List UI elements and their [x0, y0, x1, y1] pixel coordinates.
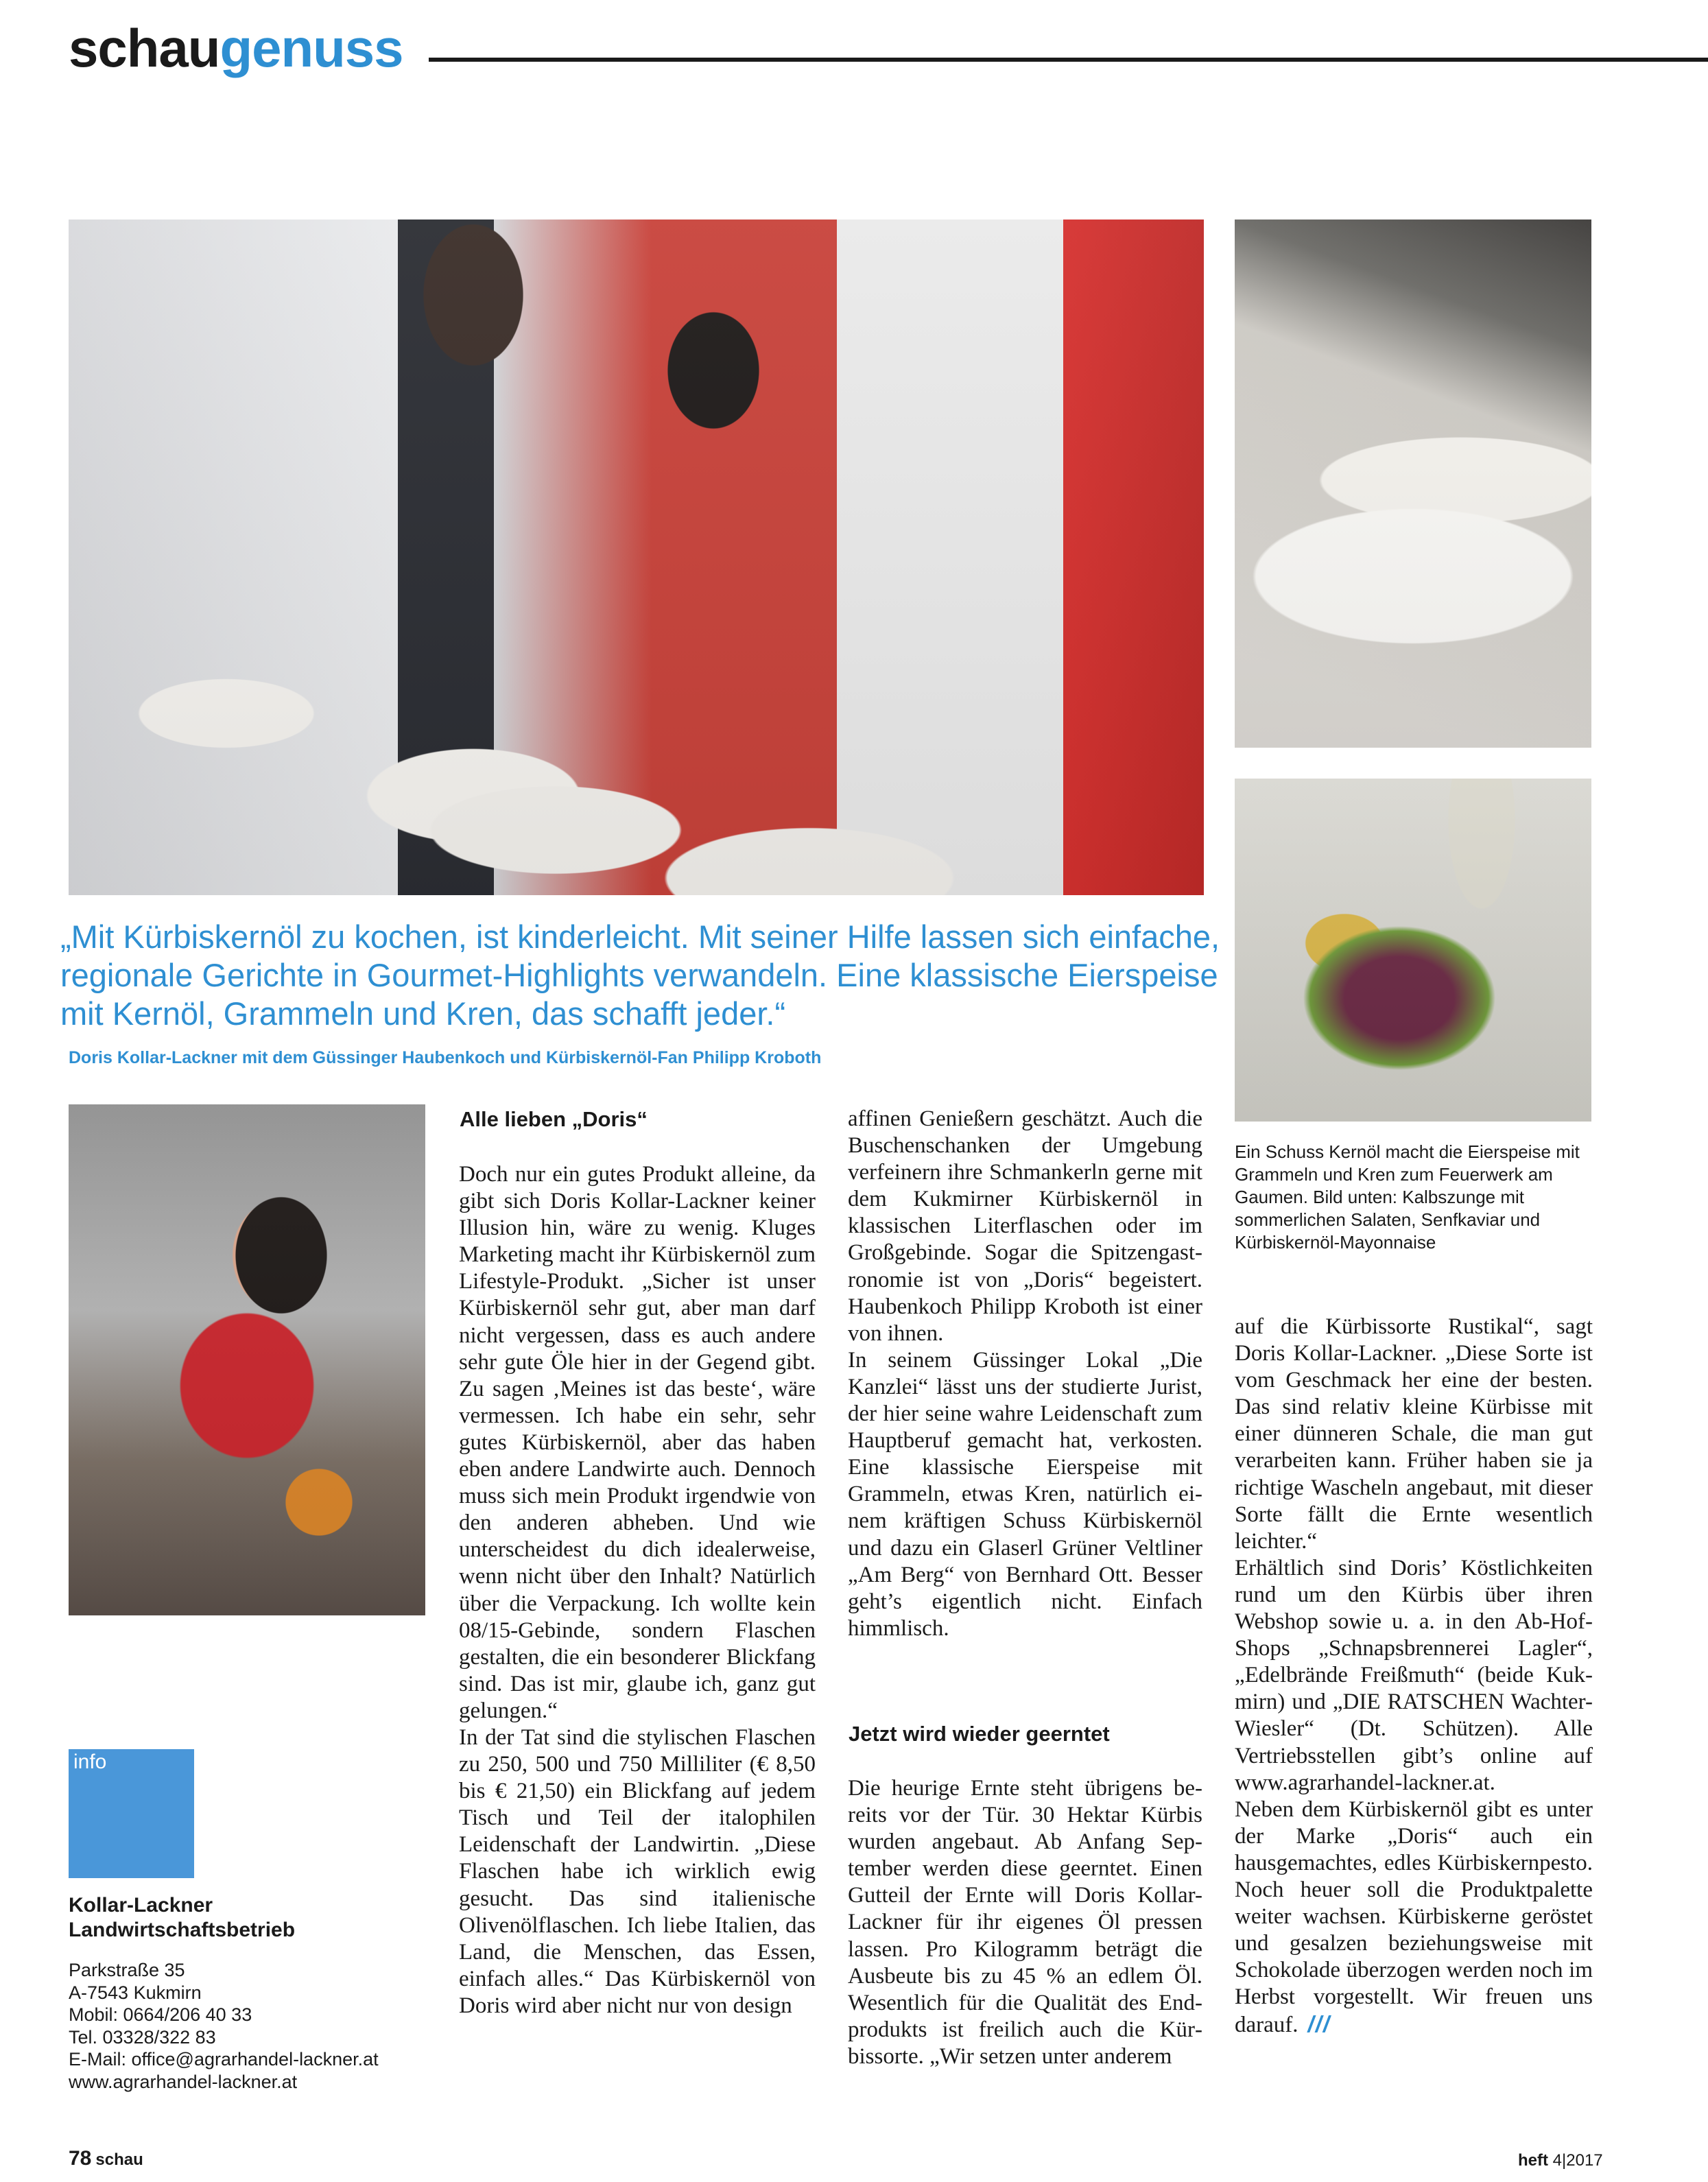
pull-quote: „Mit Kürbiskernöl zu kochen, ist kinderleicht. Mit seiner Hilfe lassen sich einfache, regionale Gerichte in Gourmet-Highlights verwandeln. Eine klassische Eierspeise mit Kernöl, Grammeln und Kren, das schafft jeder.“ — [60, 918, 1220, 1032]
footer-page-info — [69, 2147, 143, 2170]
portrait-photo — [69, 1104, 425, 1615]
section-title-part2: genuss — [220, 18, 403, 78]
closing-text: Neben dem Kürbiskernöl gibt es unter der Marke „Doris“ auch ein hausgemachtes, edles Kürbiskernpesto. Noch heuer soll die Produktpalette weiter wachsen. Kürbiskerne geröstet und gesalzen beziehungsweise mit Schokolade überzogen werden noch im Herbst vorgestellt. Wir freuen uns darauf. — [1235, 1796, 1593, 2038]
article-paragraph: auf die Kürbissorte Rustikal“, sagt Doris Kollar-Lackner. „Diese Sorte ist vom Geschmack her eine der besten. Das sind relativ kleine Kürbisse mit einer dünneren Schale, die man gut verarbeiten kann. Früher haben sie ja richtige Wascheln angebaut, mit dieser Sorte fällt die Ernte wesentlich leichter.“ — [1235, 1314, 1593, 1554]
photo-shade — [1235, 220, 1591, 748]
article-paragraph: In der Tat sind die stylischen Flaschen zu 250, 500 und 750 Milliliter (€ 8,50 bis € 21,50) ein Blickfang auf jedem Tisch und Teil der italophilen Leidenschaft der Landwirtin. „Diese Flaschen habe ich wirklich ewig gesucht. Das sind italienische Olivenölflaschen. Ich liebe Italien, das Land, die Menschen, das Essen, einfach alles.“ Das Kürbiskernöl von Doris wird aber nicht nur von design — [459, 1724, 816, 2018]
article-paragraph: Doch nur ein gutes Produkt alleine, da gibt sich Doris Kollar-Lackner keiner Illusion hin, wäre zu wenig. Kluges Marketing macht ihr Kürbiskernöl zum Lifestyle-Produkt. „Sicher ist unser Kürbiskernöl sehr gut, aber man darf nicht vergessen, dass es auch andere sehr gute Öle hier in der Gegend gibt. Zu sagen ‚Meines ist das beste‘, wäre vermessen. Ich habe ein sehr, sehr gutes Kürbiskernöl, aber das haben eben andere Landwirte auch. Dennoch muss sich mein Produkt irgendwie von den anderen abheben. Und wie unterscheidest du dich idealerweise, wenn nicht über den Inhalt? Natürlich über die Verpackung. Ich wollte kein 08/15-Gebinde, sondern Flaschen gestalten, die ein besonderer Blickfang sind. Das ist mir, glaube ich, ganz gut gelungen.“ — [459, 1162, 816, 1723]
header-rule — [429, 58, 1708, 62]
magazine-name: schau — [95, 2150, 143, 2169]
company-name-line1: Kollar-Lackner — [69, 1894, 213, 1917]
phone-number: Tel. 03328/322 83 — [69, 2026, 216, 2048]
section-title-part1: schau — [69, 18, 220, 78]
contact-details — [69, 1959, 453, 2093]
article-paragraph: affinen Genießern geschätzt. Auch die Buschenschanken der Umgebung verfeinern ihre Schmankerln gerne mit dem Kukmirner Kürbiskernöl in klassischen Literflaschen oder im Großgebinde. Sogar die Spitzengastronomie ist von „Doris“ begeistert. Haubenkoch Philipp Kroboth ist einer von ihnen. — [848, 1106, 1202, 1346]
article-paragraph: In seinem Güssinger Lokal „Die Kanzlei“ lässt uns der studierte Jurist, der hier seine wahre Leidenschaft zum Hauptberuf gemacht hat, verkosten. Eine klassische Eierspeise mit Grammeln, etwas Kren, natürlich einem kräftigen Schuss Kürbiskernöl und dazu ein Glaserl Grüner Veltliner „Am Berg“ von Bernhard Ott. Besser geht’s eigentlich nicht. Einfach himmlisch. — [848, 1347, 1202, 1641]
email-address: E-Mail: office@agrarhandel-lackner.at — [69, 2049, 379, 2070]
footer-issue-info — [1518, 2151, 1603, 2170]
company-name-line2: Landwirtschaftsbetrieb — [69, 1919, 296, 1941]
article-paragraph: Die heurige Ernte steht übrigens bereits vor der Tür. 30 Hektar Kürbis wurden angebaut. Ab Anfang September werden diese geerntet. Einen Gutteil der Ernte will Doris Kollar-Lackner für ihr eigenes Öl pressen lassen. Pro Kilogramm beträgt die Ausbeute bis zu 45 % an edlem Öl. Wesentlich für die Qualität des Endprodukts ist freilich auch die Kürbissorte. „Wir setzen unter anderem — [848, 1776, 1202, 2069]
website-link: www.agrarhandel-lackner.at — [69, 2071, 298, 2092]
company-name — [69, 1893, 425, 1943]
article-column-2 — [848, 1106, 1202, 1642]
chef-and-farmer-photo — [69, 220, 1204, 895]
article-paragraph — [1235, 1796, 1593, 2039]
page-number: 78 — [69, 2147, 92, 2170]
main-photo-caption: Doris Kollar-Lackner mit dem Güssinger Haubenkoch und Kürbiskernöl-Fan Philipp Kroboth — [69, 1048, 822, 1067]
article-column-2-continued — [848, 1775, 1202, 2070]
issue-number: 4|2017 — [1552, 2151, 1603, 2170]
side-photo-caption: Ein Schuss Kernöl macht die Eierspeise mit Grammeln und Kren zum Feuerwerk am Gaumen. Bild unten: Kalbszunge mit sommerlichen Salaten, Senfkaviar und Kürbiskernöl-Mayonnaise — [1235, 1141, 1580, 1253]
article-column-3 — [1235, 1314, 1593, 2039]
article-paragraph: Erhältlich sind Doris’ Köstlichkeiten rund um den Kürbis über ihren Webshop sowie u. a. in den Ab-Hof-Shops „Schnapsbrennerei Lagler“, „Edelbrände Freißmuth“ (beide Kukmirn) und „DIE RATSCHEN Wachter-Wiesler“ (Dt. Schützen). Alle Vertriebsstellen gibt’s online auf www.agrarhandel-lackner.at. — [1235, 1555, 1593, 1795]
pouring-oil-photo — [1235, 220, 1591, 748]
mobile-number: Mobil: 0664/206 40 33 — [69, 2004, 252, 2025]
address-city: A-7543 Kukmirn — [69, 1982, 202, 2003]
address-street: Parkstraße 35 — [69, 1960, 185, 1980]
subhead-ernte: Jetzt wird wieder geerntet — [849, 1722, 1110, 1746]
article-column-1 — [459, 1161, 816, 2019]
magazine-section-title — [69, 14, 403, 82]
subhead-alle-lieben-doris: Alle lieben „Doris“ — [460, 1107, 648, 1131]
salad-photo — [1235, 779, 1591, 1122]
issue-label: heft — [1518, 2151, 1548, 2170]
photo-shade — [1235, 779, 1591, 1122]
photo-shade — [69, 1104, 425, 1615]
info-label: info — [73, 1751, 107, 1773]
photo-shade — [69, 220, 1204, 895]
end-mark: /// — [1307, 2011, 1331, 2037]
